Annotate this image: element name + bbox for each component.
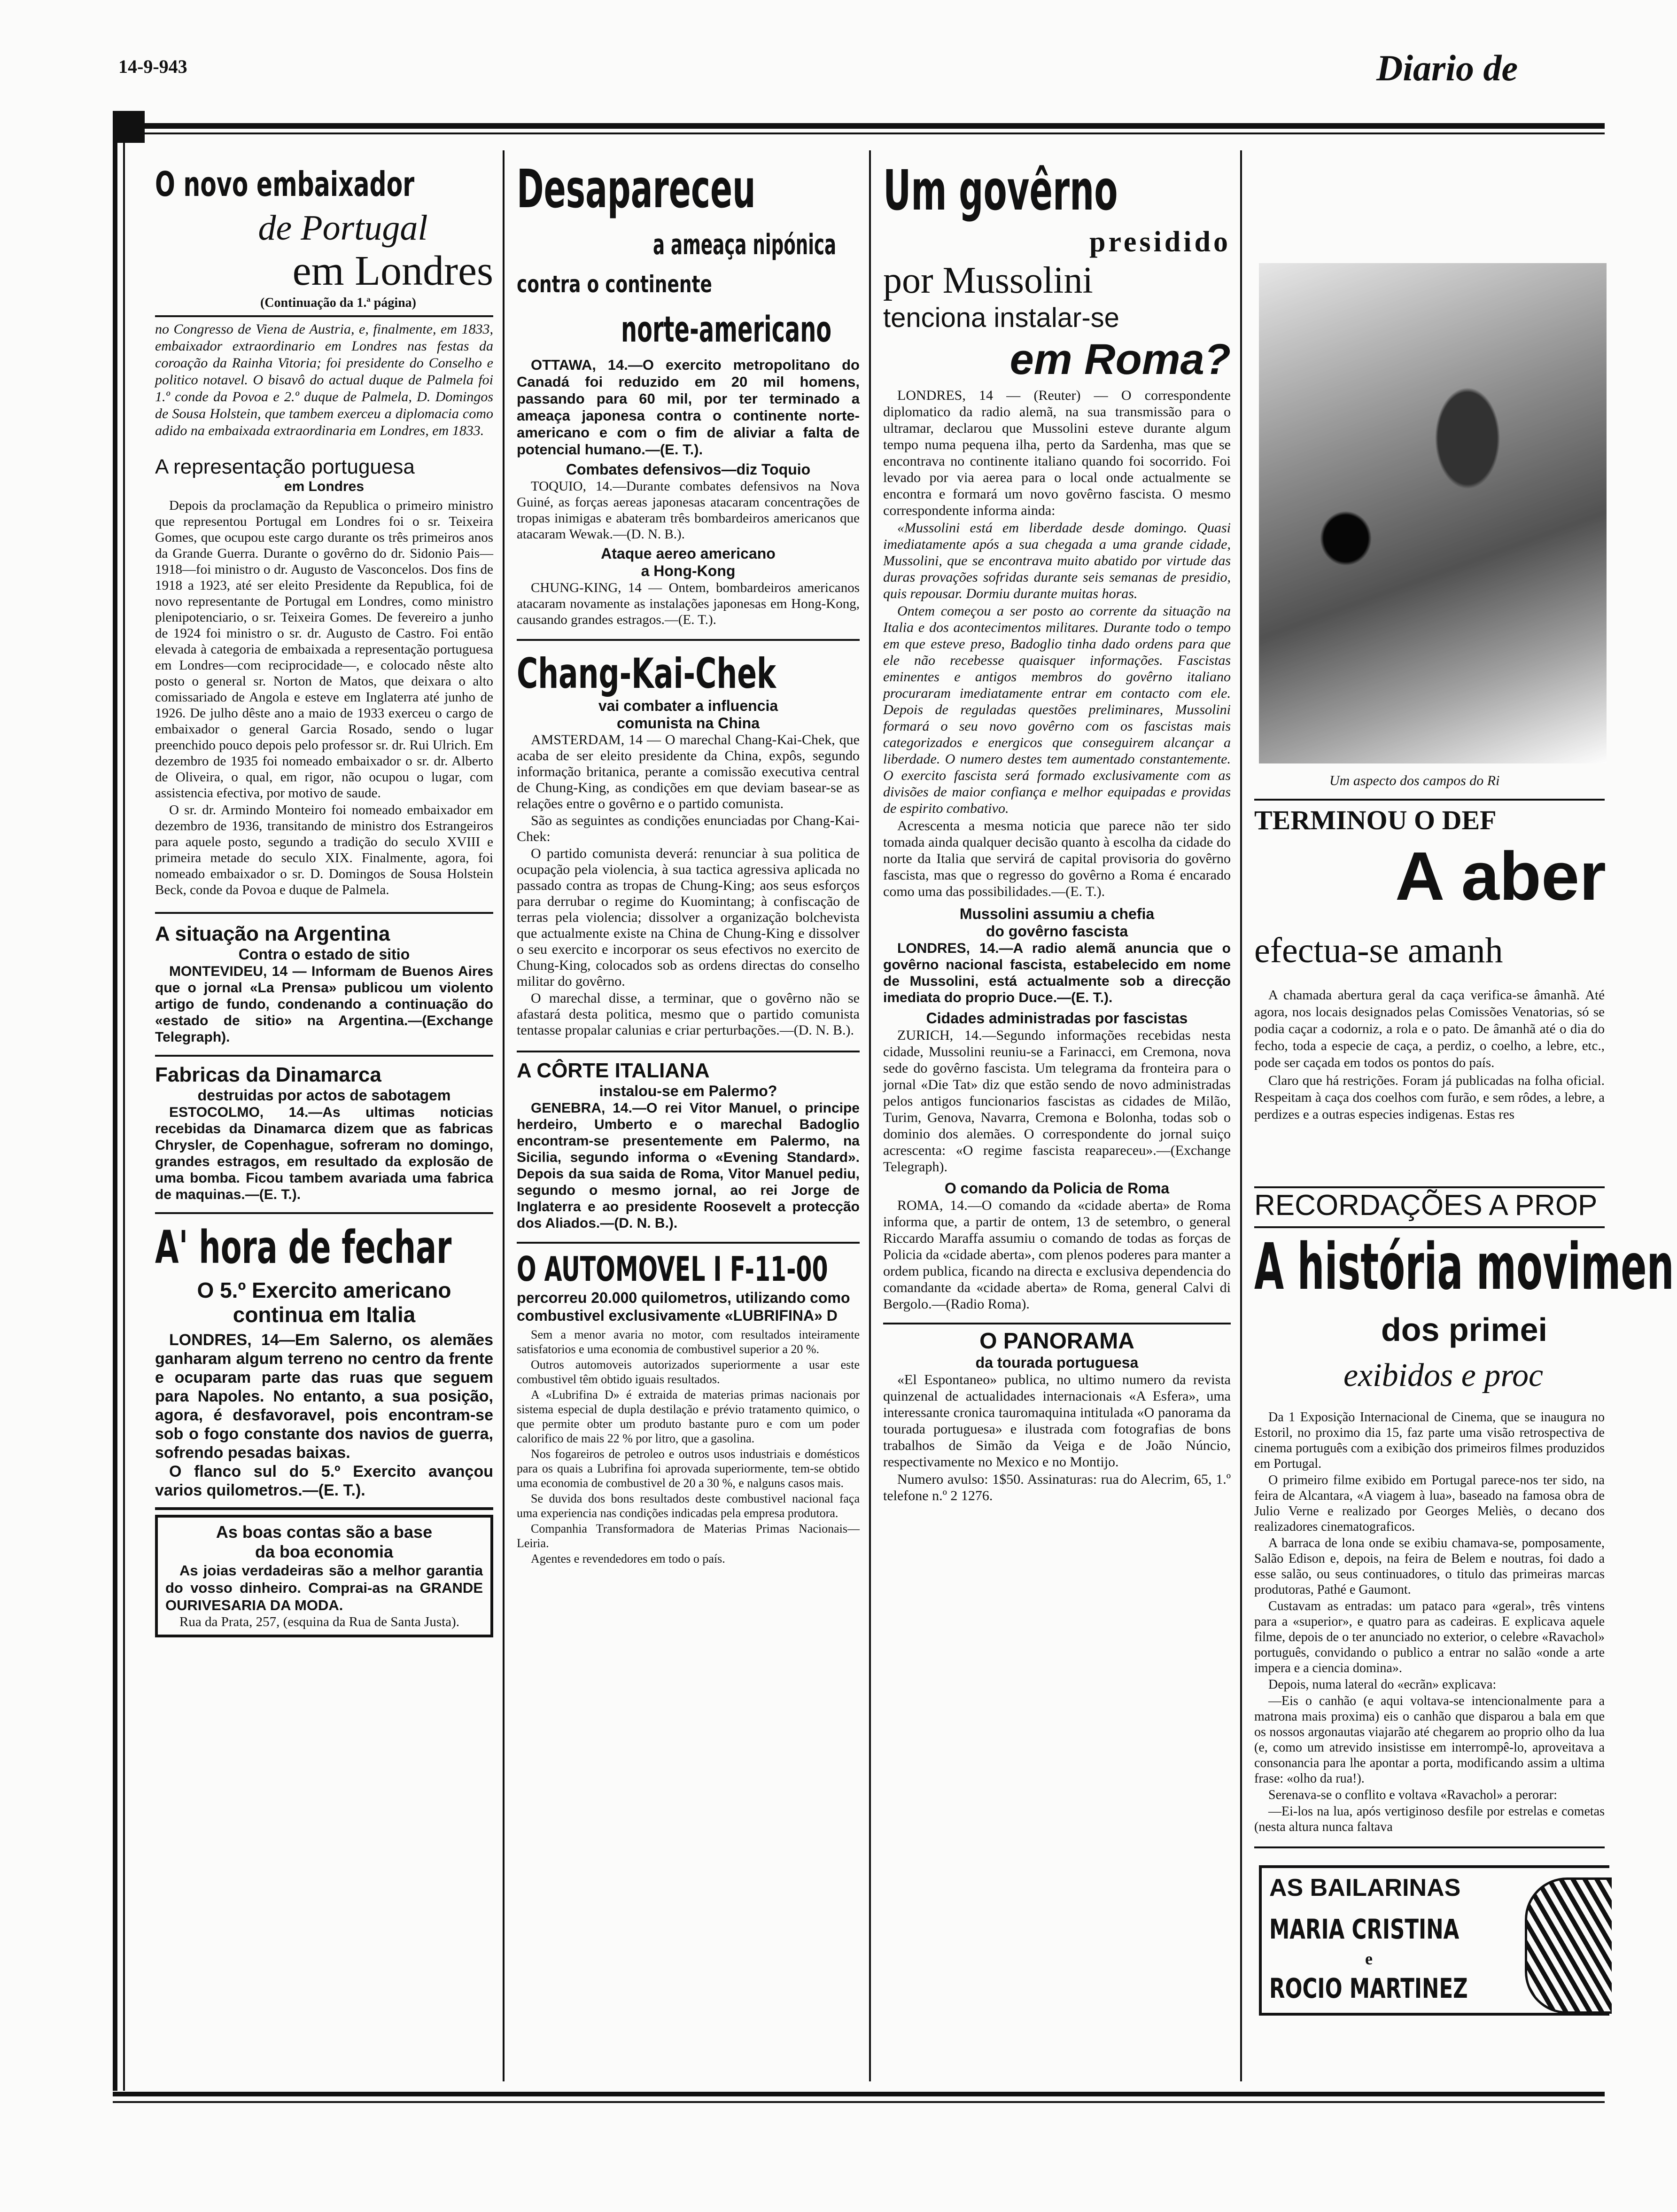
paragraph: Nos fogareiros de petroleo e outros usos industriais e domésticos para os quais a Lubrifina foi aprovada superiormente, tem-se obtido uma economia de combustivel de 20 a 30 %, e nalguns casos mais. <box>517 1447 860 1490</box>
title-line: a Hong-Kong <box>641 562 736 579</box>
col-separator <box>503 150 505 2081</box>
text-panorama <box>883 1371 1231 1504</box>
left-frame-inner <box>123 141 125 2091</box>
paragraph: «Mussolini está em liberdade desde domingo. Quasi imediatamente após a sua chegada a uma grande cidade, Mussolini, que se encontrava muito abatido por virtude das duras provações sofridas durante seis semanas de presidio, quis repousar. Dormiu durante muitas horas. <box>883 520 1231 601</box>
ad-ourivesaria <box>155 1515 493 1637</box>
title-policia: O comando da Policia de Roma <box>944 1180 1170 1197</box>
ad-text: As joias verdadeiras são a melhor garantia do vosso dinheiro. Comprai-as na GRANDE OURIVESARIA DA MODA. <box>165 1562 483 1613</box>
headline-recordacoes: RECORDAÇÕES A PROP <box>1254 1189 1598 1222</box>
paragraph: Custavam as entradas: um pataco para «geral», três vintens para a «superior», e quatro para as cadeiras. E explicava aquele filme, depois de o ter anunciado no exterior, o celebre «Ravachol» português, convidando o publico a entrar no salão «onde a arte impera e a ciencia domina». <box>1254 1599 1605 1675</box>
text-combates: TOQUIO, 14.—Durante combates defensivos na Nova Guiné, as forças aereas japonesas atacaram concentrações de tropas inimigas e abateram três bombardeiros americanos que atacaram Wewak.—(D. N. B.). <box>517 479 860 542</box>
continuation-note: (Continuação da 1.ª página) <box>260 296 416 310</box>
text-abertura <box>1254 987 1605 1124</box>
paragraph: O marechal disse, a terminar, que o govêrno não se afastará desta politica, mesmo que o partido comunista tentasse propalar calunias e criar perturbações.—(D. N. B.). <box>517 990 860 1038</box>
column-4 <box>1254 160 1674 2086</box>
section-text-exercito <box>155 1331 493 1500</box>
section-sub-dinamarca: destruidas por actos de sabotagem <box>197 1087 451 1104</box>
col-separator <box>869 150 871 2081</box>
paragraph: Ontem começou a ser posto ao corrente da situação na Italia e dos acontecimentos militares. Durante todo o tempo em que esteve preso, Badoglio tinha dado ordens para que ele não recebesse quaisquer informações. Fascistas eminentes e antigos membros do govêrno italiano procuraram imediatamente entrar em contacto com ele. Depois de reguladas questões preliminares, Mussolini formará o seu novo govêrno com os fascistas mais categorizados e energicos que conseguirem alcançar a liberdade. O numero destes tem aumentado constantemente. O exercito fascista será formado exclusivamente com as divisões de maior confiança e melhor equipadas e providas de espirito combativo. <box>883 603 1231 816</box>
footer-rule-thin <box>113 2101 1605 2103</box>
text-chefia: LONDRES, 14.—A radio alemã anuncia que o govêrno nacional fascista, estabelecido em nome de Mussolini, está actualmente sob a direcção imediata do proprio Duce.—(E. T.). <box>883 941 1231 1005</box>
divider <box>155 1212 493 1214</box>
section-text-representacao <box>155 498 493 898</box>
text-automovel <box>517 1327 860 1566</box>
col-separator <box>1240 150 1242 2081</box>
headline-presidido: presidido <box>1089 226 1231 258</box>
ad-bailarinas-name: ROCIO MARTINEZ <box>1269 1972 1468 2004</box>
divider <box>155 1507 493 1510</box>
divider <box>155 912 493 914</box>
text-policia: ROMA, 14.—O comando da «cidade aberta» de Roma informa que, a partir de ontem, 13 de setembro, o general Riccardo Maraffa assumiu o comando de todas as forças de Policia da «cidade aberta», com plenos poderes para manter a ordem publica, ficando na directa e exclusiva dependencia do comandante da «cidade aberta» de Roma, general Calvi di Bergolo.—(Radio Roma). <box>883 1198 1231 1312</box>
photo-hunting-field <box>1259 263 1607 763</box>
left-frame <box>113 141 117 2091</box>
headline-chang-kai-chek: Chang-Kai-Chek <box>517 649 776 698</box>
text-corte-italiana: GENEBRA, 14.—O rei Vitor Manuel, o principe herdeiro, Umberto e o marechal Badoglio encontram-se presentemente em Palermo, na Sicilia, segundo informa o «Evening Standard». Depois da sua saida de Roma, Vitor Manuel pediu, segundo o mesmo jornal, ao rei Jorge de Inglaterra e ao presidente Roosevelt a protecção dos Aliados.—(D. N. B.). <box>517 1100 860 1231</box>
headline-terminou: TERMINOU O DEF <box>1254 805 1497 835</box>
paragraph: LONDRES, 14—Em Salerno, os alemães ganharam algum terreno no centro da frente e ocuparam parte das ruas que seguem para Napoles. No entanto, a sua posição, agora, é desfavoravel, pois encontram-se sob o fogo constante dos navios de guerra, sofrendo pesadas baixas. <box>155 1331 493 1462</box>
divider <box>1254 799 1605 801</box>
text-mussolini <box>883 387 1231 900</box>
paragraph: A barraca de lona onde se exibiu chamava-se, pomposamente, Salão Edison e, depois, na feira de Belem e noutras, foi dado a esse salão, ou seus continuadores, o titulo das primeiras marcas produtoras, Pathé e Gaumont. <box>1254 1536 1605 1597</box>
divider <box>1254 1226 1605 1228</box>
headline-hora-de-fechar: A' hora de fechar <box>155 1221 452 1274</box>
headline-portugal: de Portugal <box>258 208 428 248</box>
ad-address: Rua da Prata, 257, (esquina da Rua de Santa Justa). <box>179 1614 459 1629</box>
headline-efectua: efectua-se amanh <box>1254 931 1503 970</box>
text-cidades: ZURICH, 14.—Segundo informações recebidas nesta cidade, Mussolini reuniu-se a Farinacci, em Cremona, nova sede do govêrno fascista. Um telegrama da fronteira para o jornal «Die Tat» diz que estão sendo de novo administradas pelos antigos funcionarios fascistas as cidades de Milão, Turim, Genova, Navarra, Cremona e Bolonha, todas sob o dominio dos alemães. O correspondente do jornal suiço acrescenta: «O regime fascista reapareceu».—(Exchange Telegraph). <box>883 1028 1231 1175</box>
headline-desapareceu: Desapareceu <box>517 159 756 220</box>
title-line: comunista na China <box>616 715 760 732</box>
paragraph: «El Espontaneo» publica, no ultimo numero da revista quinzenal de actualidades internacionais «A Esfera», uma interessante cronica tauromaquina intitulada «O panorama da tourada portuguesa» e ilustrada com fotografias de bons trabalhos de Simão da Veiga e de João Núncio, respectivamente no Mexico e no Montijo. <box>883 1372 1231 1470</box>
headline-historia: A história movimen <box>1254 1230 1674 1304</box>
divider <box>1254 1186 1605 1188</box>
photo-caption: Um aspecto dos campos do Ri <box>1329 773 1500 788</box>
masthead: Diario de <box>1376 47 1518 88</box>
headline-exibidos: exibidos e proc <box>1343 1357 1544 1394</box>
paragraph: Claro que há restrições. Foram já publicadas na folha oficial. Respeitam à caça dos coelhos com furão, e sem rôdes, a lebre, a perdizes e a outras especies indigenas. Estas res <box>1254 1073 1605 1122</box>
text-chang-kai-chek <box>517 732 860 1038</box>
paragraph: O flanco sul do 5.º Exercito avançou varios quilometros.—(E. T.). <box>155 1463 493 1499</box>
title-hongkong <box>517 545 860 580</box>
section-title-dinamarca: Fabricas da Dinamarca <box>155 1063 381 1086</box>
footer-rule <box>113 2092 1605 2096</box>
paragraph: O primeiro filme exibido em Portugal parece-nos ter sido, na feira de Alcantara, «A viagem à lua», baseado na famosa obra de Julio Verne e realizado por Georges Meliès, o decano dos realizadores cinematograficos. <box>1254 1473 1605 1534</box>
paragraph: Numero avulso: 1$50. Assinaturas: rua do Alecrim, 65, 1.º telefone n.º 2 1276. <box>883 1472 1231 1503</box>
paragraph: Da 1 Exposição Internacional de Cinema, que se inaugura no Estoril, no proximo dia 15, faz parte uma visão retrospectiva de cinema português com a exibição dos primeiros filmes produzidos em Portugal. <box>1254 1410 1605 1471</box>
section-text-argentina: MONTEVIDEU, 14 — Informam de Buenos Aires que o jornal «La Prensa» publicou um violento artigo de fundo, condenando a continuação do «estado de sitio» na Argentina.—(Exchange Telegraph). <box>155 964 493 1045</box>
headline-continente: contra o continente <box>517 271 712 298</box>
sub-panorama: da tourada portuguesa <box>975 1354 1139 1371</box>
title-automovel: O AUTOMOVEL I F-11-00 <box>517 1249 828 1289</box>
header-rule-thin <box>113 132 1605 134</box>
column-1 <box>155 160 493 2086</box>
headline-um-governo: Um govêrno <box>883 158 1118 223</box>
corner-block <box>113 111 145 143</box>
title-line: O 5.º Exercito americano <box>197 1278 451 1302</box>
paragraph: Agentes e revendedores em todo o país. <box>531 1552 725 1566</box>
title-corte-italiana: A CÔRTE ITALIANA <box>517 1059 710 1082</box>
headline-tenciona: tenciona instalar-se <box>883 303 1119 333</box>
divider <box>155 315 493 317</box>
paragraph: Outros automoveis autorizados superiormente a usar este combustivel têm obtido iguais resultados. <box>517 1358 860 1386</box>
column-2 <box>517 160 860 2086</box>
paragraph: AMSTERDAM, 14 — O marechal Chang-Kai-Chek, que acaba de ser eleito presidente da China, expôs, segundo informação britanica, perante a comissão executiva central de Chung-King, as condições em que deviam basear-se as relações entre o govêrno e o partido comunista. <box>517 732 860 811</box>
paragraph: LONDRES, 14 — (Reuter) — O correspondente diplomatico da radio alemã, na sua transmissão para o ultramar, declarou que Mussolini esteve durante algum tempo numa pequena ilha, perto da Sardenha, mas que se encontrava no continente italiano quando foi socorrido. Foi levado por via aerea para o local onde actualmente se encontra e formará um novo govêrno fascista. O mesmo correspondente informa ainda: <box>883 388 1231 518</box>
divider <box>517 1242 860 1244</box>
paragraph: Serenava-se o conflito e voltava «Ravachol» a perorar: <box>1268 1788 1557 1802</box>
ad-title: da boa economia <box>255 1542 394 1561</box>
sub-chang-kai-chek <box>517 697 860 732</box>
title-line: vai combater a influencia <box>598 697 778 714</box>
headline-primeiros: dos primei <box>1381 1311 1547 1348</box>
title-line: continua em Italia <box>233 1302 416 1327</box>
headline-em-roma: em Roma? <box>1009 335 1231 383</box>
paragraph: São as seguintes as condições enunciadas por Chang-Kai-Chek: <box>517 813 860 844</box>
title-line: do govêrno fascista <box>986 923 1128 940</box>
paragraph: —Ei-los na lua, após vertiginoso desfile por estrelas e cometas (nesta altura nunca faltava <box>1254 1804 1605 1834</box>
title-chefia <box>883 905 1231 940</box>
text-historia <box>1254 1410 1605 1836</box>
paragraph: O partido comunista deverá: renunciar à sua politica de ocupação pela violencia, à sua tactica agressiva aplicada no passado contra as tropas de Chung-King; aos seus esforços para derrubar o regime do Kuomintang; à confiscação de terras pela violencia; dissolver a organização bolchevista que actualmente existe na China de Chung-King e dissolver o seu exercito e incorporar os seus efectivos no exercito de Chung-King, colocados sob as ordens directas do conselho militar do govêrno. <box>517 846 860 989</box>
text-ottawa: OTTAWA, 14.—O exercito metropolitano do Canadá foi reduzido em 20 mil homens, passando para 60 mil, por ter terminado a ameaça japonesa contra o continente norte-americano e com o fim de aliviar a falta de potencial humano.—(E. T.). <box>517 357 860 458</box>
intro-text: no Congresso de Viena de Austria, e, finalmente, em 1833, embaixador extraordinario em Londres nas festas da coroação da Rainha Vitoria; foi presidente do Conselho e politico notavel. O bisavô do actual duque de Palmela foi 1.º conde da Povoa e 2.º duque de Palmela, D. Domingos de Sousa Holstein, que tambem exerceu a diplomacia como adido na embaixada extraordinaria em Londres, em 1833. <box>155 321 493 438</box>
column-3 <box>883 160 1231 2086</box>
divider <box>1254 1846 1605 1848</box>
sub-corte-italiana: instalou-se em Palermo? <box>599 1083 777 1099</box>
section-text-dinamarca: ESTOCOLMO, 14.—As ultimas noticias recebidas da Dinamarca dizem que as fabricas Chrysler, de Copenhague, sofreram no domingo, grandes estragos, em resultado da explosão de uma bomba. Ficou tambem avariada uma fabrica de maquinas.—(E. T.). <box>155 1105 493 1202</box>
paragraph: A chamada abertura geral da caça verifica-se âmanhã. Até agora, nos locais designados pelas Comissões Venatorias, só se podia caçar a codorniz, a rola e o pato. De âmanhã até o dia do fecho, toda a especie de caça, a perdiz, o coelho, a lebre, etc., pode ser caçada em todos os pontos do país. <box>1254 988 1605 1070</box>
headline-ameaca: a ameaça nipónica <box>653 228 837 261</box>
divider <box>883 1323 1231 1324</box>
ad-bailarinas-name: MARIA CRISTINA <box>1269 1913 1460 1945</box>
title-cidades: Cidades administradas por fascistas <box>926 1010 1188 1027</box>
dancer-illustration <box>1525 1877 1612 2014</box>
paragraph: —Eis o canhão (e aqui voltava-se intencionalmente para a matrona mais proxima) eis o canhão que disparou a bala em que os nossos argonautas viajarão até chegarem ao proprio olho da lua (e, como um atrevido insistisse em interrompê-lo, aproveitava a consonancia para lhe apontar a porta, modificando assim a ultima frase: «olho da rua!). <box>1254 1694 1605 1786</box>
paragraph: Se duvida dos bons resultados deste combustivel nacional faça uma experiencia nas condições indicadas pela empresa produtora. <box>517 1492 860 1520</box>
sub-automovel: percorreu 20.000 quilometros, utilizando como combustivel exclusivamente «LUBRIFINA» D <box>517 1289 850 1324</box>
section-sub-londres: em Londres <box>284 479 365 494</box>
headline-londres: em Londres <box>292 248 493 294</box>
section-title-exercito <box>155 1278 493 1327</box>
page-date: 14-9-943 <box>118 56 187 77</box>
title-combates: Combates defensivos—diz Toquio <box>566 461 811 478</box>
section-sub-argentina: Contra o estado de sitio <box>238 946 410 963</box>
paragraph: Sem a menor avaria no motor, com resultados inteiramente satisfatorios e uma economia de combustivel superior a 20 %. <box>517 1328 860 1356</box>
title-panorama: O PANORAMA <box>979 1329 1134 1354</box>
headline-por-mussolini: por Mussolini <box>883 260 1093 301</box>
paragraph: Depois, numa lateral do «ecrãn» explicava: <box>1268 1677 1497 1692</box>
section-title-argentina: A situação na Argentina <box>155 922 390 945</box>
ad-bailarinas-title: AS BAILARINAS <box>1269 1874 1461 1901</box>
paragraph: Acrescenta a mesma noticia que parece não ter sido tomada ainda qualquer decisão quanto à escolha da cidade do norte da Italia que servirá de capital provisoria do govêrno fascista, mas que o regresso do govêrno a Roma é encarado como uma das possibilidades.—(E. T.). <box>883 818 1231 899</box>
ad-bailarinas <box>1259 1865 1609 2016</box>
section-title-representacao: A representação portuguesa <box>155 455 415 478</box>
header-rule <box>113 123 1605 129</box>
paragraph: A «Lubrifina D» é extraida de materias primas nacionais por sistema especial de dupla destilação e prévio tratamento quimico, o que permite obter um produto bastante puro e com um poder calorifico de mais 22 % por litro, que a gasolina. <box>517 1388 860 1445</box>
divider <box>155 1055 493 1057</box>
headline-embaixador: O novo embaixador <box>155 164 415 204</box>
title-line: Ataque aereo americano <box>601 545 776 562</box>
divider <box>517 1051 860 1052</box>
divider <box>517 639 860 641</box>
title-line: Mussolini assumiu a chefia <box>959 905 1155 922</box>
headline-abertura: A aber <box>1395 838 1606 914</box>
ad-bailarinas-and: e <box>1365 1949 1373 1968</box>
ad-title: As boas contas são a base <box>216 1522 433 1542</box>
paragraph: O sr. dr. Armindo Monteiro foi nomeado embaixador em dezembro de 1936, transitando de ministro dos Estrangeiros para aquele posto, segundo a tradição do seculo XVIII e primeira metade do seculo XIX. Finalmente, agora, foi nomeado embaixador o sr. D. Domingos de Sousa Holstein Beck, conde da Povoa e duque de Palmela. <box>155 802 493 897</box>
headline-norte-americano: norte-americano <box>621 308 832 350</box>
text-hongkong: CHUNG-KING, 14 — Ontem, bombardeiros americanos atacaram novamente as instalações japonesas em Hong-Kong, causando grandes estragos.—(E. T.). <box>517 580 860 627</box>
paragraph: Companhia Transformadora de Materias Primas Nacionais—Leiria. <box>517 1522 860 1550</box>
paragraph: Depois da proclamação da Republica o primeiro ministro que representou Portugal em Londres foi o sr. Teixeira Gomes, que ocupou este cargo durante os três primeiros anos da Grande Guerra. Durante o govêrno do dr. Sidonio Pais—1918—foi ministro o dr. Augusto de Vasconcelos. Dos fins de 1918 a 1923, até ser eleito Presidente da Republica, foi de novo representante de Portugal em Londres, como ministro plenipotenciario, o sr. Teixeira Gomes. De fevereiro a junho de 1924 foi ministro o sr. dr. Augusto de Castro. Foi então elevada à categoria de embaixada a representação portuguesa em Londres—com reciprocidade—, e colocado nêste alto posto o general sr. Norton de Matos, que deixara o alto comissariado de Angola e esteve em Inglaterra até junho de 1926. De julho dêste ano a maio de 1933 exerceu o cargo de embaixador o general Garcia Rosado, sendo o lugar preenchido pouco depois pelo professor sr. dr. Rui Ulrich. Em dezembro de 1935 foi nomeado embaixador o sr. dr. Alberto de Oliveira, o qual, em rigor, não ocupou o lugar, com assistencia efectiva, por motivo de saude. <box>155 498 493 801</box>
